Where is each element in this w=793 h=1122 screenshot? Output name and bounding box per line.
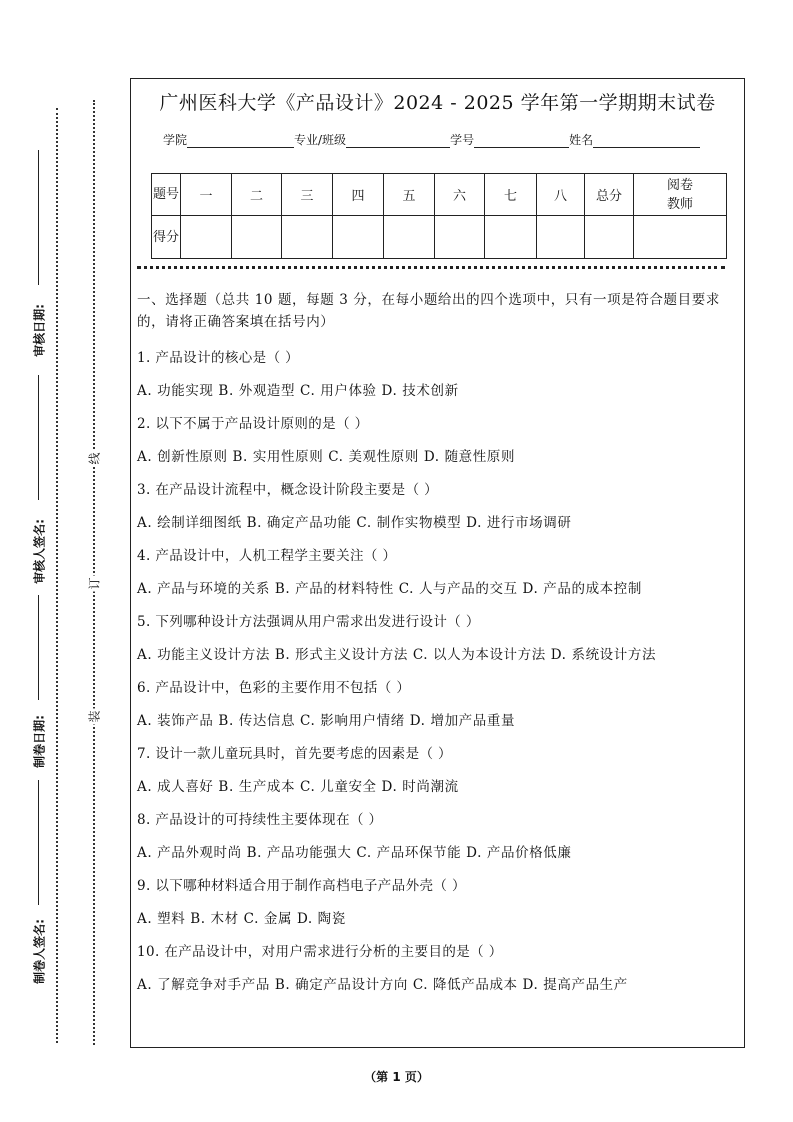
section-1-content [137, 289, 741, 1002]
reviewer-sign-line [38, 375, 39, 500]
col-header: 六 [435, 174, 485, 216]
binding-char-xian: 线 [87, 452, 102, 465]
score-cell[interactable] [537, 216, 585, 259]
score-cell[interactable] [333, 216, 384, 259]
score-cell[interactable] [384, 216, 435, 259]
score-cell[interactable] [435, 216, 485, 259]
question-text: 5. 下列哪种设计方法强调从用户需求出发进行设计（ ） [137, 614, 480, 630]
review-date-line [38, 150, 39, 285]
maker-sign-line [38, 780, 39, 905]
score-cell-total[interactable] [585, 216, 634, 259]
col-header: 八 [537, 174, 585, 216]
left-dotted-line [56, 108, 58, 1043]
college-blank[interactable] [187, 133, 294, 148]
question-text: 1. 产品设计的核心是（ ） [137, 350, 300, 366]
col-header: 四 [333, 174, 384, 216]
question-text: 2. 以下不属于产品设计原则的是（ ） [137, 416, 369, 432]
question-options: A. 功能实现 B. 外观造型 C. 用户体验 D. 技术创新 [137, 383, 459, 399]
make-date-line [38, 595, 39, 700]
question-text: 6. 产品设计中，色彩的主要作用不包括（ ） [137, 680, 411, 696]
col-header: 三 [282, 174, 333, 216]
question-options: A. 绘制详细图纸 B. 确定产品功能 C. 制作实物模型 D. 进行市场调研 [137, 515, 572, 531]
major-label: 专业/班级 [294, 133, 347, 147]
maker-sign-label: 制卷人签名: [32, 919, 47, 984]
question-text: 9. 以下哪种材料适合用于制作高档电子产品外壳（ ） [137, 878, 466, 894]
col-header: 二 [232, 174, 282, 216]
question-options: A. 产品外观时尚 B. 产品功能强大 C. 产品环保节能 D. 产品价格低廉 [137, 845, 572, 861]
score-cell[interactable] [181, 216, 232, 259]
review-date-label: 审核日期: [32, 304, 47, 357]
score-cell[interactable] [485, 216, 537, 259]
question-options: A. 创新性原则 B. 实用性原则 C. 美观性原则 D. 随意性原则 [137, 449, 516, 465]
row-label-score: 得分 [152, 216, 181, 259]
score-cell-grader[interactable] [634, 216, 727, 259]
question-text: 4. 产品设计中，人机工程学主要关注（ ） [137, 548, 397, 564]
question-options: A. 了解竞争对手产品 B. 确定产品设计方向 C. 降低产品成本 D. 提高产品生产 [137, 977, 628, 993]
binding-dotted-line [93, 100, 95, 1045]
col-header-total: 总分 [585, 174, 634, 216]
col-header: 七 [485, 174, 537, 216]
question-text: 3. 在产品设计流程中，概念设计阶段主要是（ ） [137, 482, 439, 498]
dotted-separator [137, 266, 725, 269]
col-header: 五 [384, 174, 435, 216]
exam-title: 广州医科大学《产品设计》2024 - 2025 学年第一学期期末试卷 [159, 92, 716, 114]
page-number: （第 1 页） [364, 1070, 429, 1084]
col-header: 一 [181, 174, 232, 216]
score-cell[interactable] [232, 216, 282, 259]
row-label-question-no: 题号 [152, 174, 181, 216]
question-text: 8. 产品设计的可持续性主要体现在（ ） [137, 812, 383, 828]
section-1-heading: 一、选择题（总共 10 题，每题 3 分，在每小题给出的四个选项中，只有一项是符合题目要求的，请将正确答案填在括号内） [137, 292, 720, 330]
score-cell[interactable] [282, 216, 333, 259]
question-options: A. 功能主义设计方法 B. 形式主义设计方法 C. 以人为本设计方法 D. 系统设计方法 [137, 647, 657, 663]
score-table [151, 173, 727, 259]
question-text: 7. 设计一款儿童玩具时，首先要考虑的因素是（ ） [137, 746, 452, 762]
col-header-grader: 阅卷教师 [634, 174, 727, 216]
reviewer-sign-label: 审核人签名: [32, 519, 47, 584]
make-date-label: 制卷日期: [32, 715, 47, 768]
name-label: 姓名 [569, 133, 594, 147]
name-blank[interactable] [593, 133, 700, 148]
question-options: A. 装饰产品 B. 传达信息 C. 影响用户情绪 D. 增加产品重量 [137, 713, 516, 729]
major-blank[interactable] [346, 133, 450, 148]
binding-char-ding: 订 [87, 577, 102, 590]
student-id-label: 学号 [450, 133, 475, 147]
student-info-row [163, 131, 700, 148]
question-options: A. 成人喜好 B. 生产成本 C. 儿童安全 D. 时尚潮流 [137, 779, 459, 795]
binding-char-zhuang: 装 [87, 710, 102, 723]
college-label: 学院 [163, 133, 188, 147]
question-text: 10. 在产品设计中，对用户需求进行分析的主要目的是（ ） [137, 944, 503, 960]
student-id-blank[interactable] [474, 133, 569, 148]
question-options: A. 塑料 B. 木材 C. 金属 D. 陶瓷 [137, 911, 346, 927]
question-options: A. 产品与环境的关系 B. 产品的材料特性 C. 人与产品的交互 D. 产品的成本控制 [137, 581, 642, 597]
